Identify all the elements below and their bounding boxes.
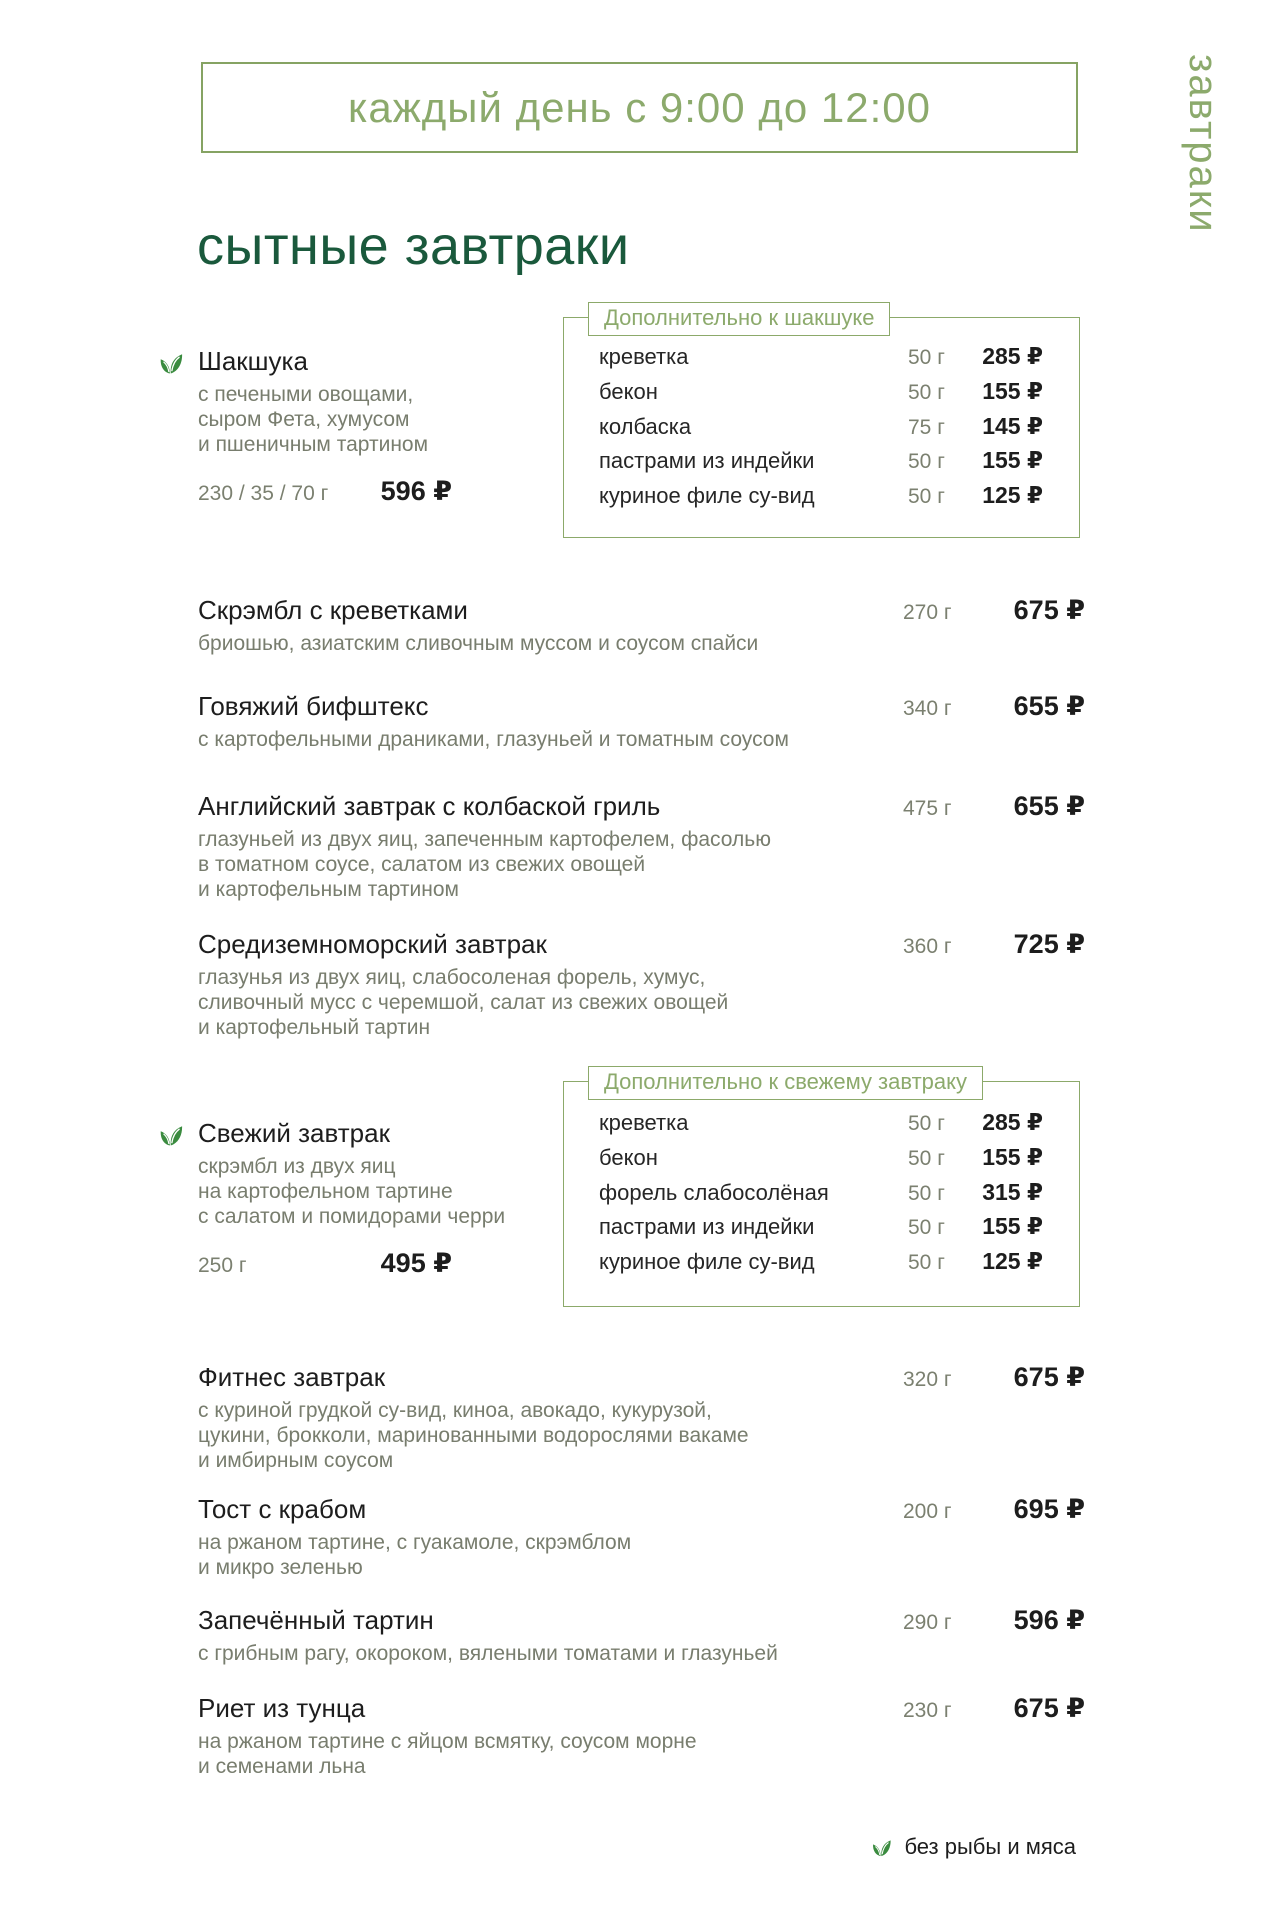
item-header [198,1604,1085,1636]
addon-item-weight: 50 г [908,1251,945,1275]
menu-item [198,690,1085,752]
item-name: Фитнес завтрак [198,1362,386,1392]
item-description-line: сыром Фета, хумусом [198,408,410,431]
addon-item-price: 285 ₽ [982,343,1043,369]
menu-item [198,790,1085,902]
addon-row [599,343,1043,378]
item-weight: 360 г [903,935,952,958]
addon-item-price: 155 ₽ [982,1143,1043,1170]
addon-box-shakshuka [563,305,1080,538]
item-weight: 250 г [198,1254,247,1277]
addon-row [599,1109,1043,1144]
leaf-icon [157,1121,185,1149]
addon-row [599,1248,1043,1283]
item-weight: 340 г [903,697,952,720]
menu-item [198,1361,1085,1473]
addon-item-name: бекон [599,378,658,404]
addon-item-weight: 50 г [908,1181,945,1205]
item-description-line: и картофельный тартин [198,1016,431,1039]
veg-legend-label: без рыбы и мяса [904,1834,1076,1859]
item-description-line: с картофельными драниками, глазуньей и томатным соусом [198,728,789,751]
item-name: Шакшука [198,346,308,376]
item-description [198,382,452,457]
addon-row [599,1213,1043,1248]
addon-box-label: Дополнительно к свежему завтраку [588,1066,983,1100]
addon-item-name: куриное филе су-вид [599,483,815,509]
addon-box-label: Дополнительно к шакшуке [588,302,890,336]
item-description-line: с грибным рагу, окороком, вялеными томатами и глазуньей [198,1642,778,1665]
item-price-row [198,1248,452,1279]
addon-item-price: 125 ₽ [982,482,1043,509]
addon-item-name: пастрами из индейки [599,1214,815,1240]
addon-item-name: креветка [599,1110,689,1135]
item-price: 655 ₽ [1013,791,1085,821]
addon-item-weight: 50 г [908,380,945,404]
item-description-line: и картофельным тартином [198,878,459,901]
item-name: Средиземноморский завтрак [198,929,547,959]
item-price-row [198,476,452,507]
item-price: 495 ₽ [380,1248,452,1278]
item-description-line: цукини, брокколи, маринованными водорослями вакаме [198,1424,749,1447]
addon-item-weight: 50 г [908,1146,945,1170]
addon-item-name: колбаска [599,413,692,439]
item-name: Риет из тунца [198,1693,366,1723]
item-description-line: и семенами льна [198,1755,366,1778]
item-weight: 320 г [903,1368,952,1391]
addon-item-price: 155 ₽ [982,377,1043,404]
leaf-icon [870,1836,893,1859]
addon-item-price: 285 ₽ [982,1109,1043,1135]
item-weight: 230 / 35 / 70 г [198,482,329,505]
item-description-line: скрэмбл из двух яиц [198,1155,396,1178]
addon-rows [564,1082,1079,1283]
item-header [198,594,1085,626]
item-description [198,631,1085,656]
item-description-line: на картофельном тартине [198,1180,453,1203]
item-description-line: глазуньей из двух яиц, запеченным картофелем, фасолью [198,828,771,851]
item-name: Скрэмбл с креветками [198,595,468,625]
item-price: 596 ₽ [380,476,452,506]
veg-legend [870,1833,1076,1861]
item-price: 675 ₽ [1013,1693,1085,1723]
addon-item-name: куриное филе су-вид [599,1249,815,1275]
addon-item-price: 155 ₽ [982,1213,1043,1240]
item-header [198,1361,1085,1393]
addon-row [599,482,1043,517]
addon-row [599,1144,1043,1179]
menu-item [198,594,1085,656]
item-header [198,690,1085,722]
addon-item-name: форель слабосолёная [599,1179,829,1205]
side-section-label: завтраки [1181,54,1225,234]
opening-hours-text: каждый день с 9:00 до 12:00 [348,83,931,131]
addon-item-weight: 50 г [908,346,945,369]
addon-item-name: бекон [599,1144,658,1170]
addon-item-weight: 50 г [908,1216,945,1240]
menu-item [198,1692,1085,1779]
menu-item [198,1493,1085,1580]
addon-item-price: 125 ₽ [982,1248,1043,1275]
item-description-line: в томатном соусе, салатом из свежих овощей [198,853,646,876]
addon-row [599,447,1043,482]
menu-item [198,1604,1085,1666]
item-price: 675 ₽ [1013,1362,1085,1392]
item-price: 675 ₽ [1013,595,1085,625]
item-name: Английский завтрак с колбаской гриль [198,791,661,821]
addon-item-name: пастрами из индейки [599,448,815,474]
item-price: 695 ₽ [1013,1494,1085,1524]
addon-item-price: 315 ₽ [982,1178,1043,1205]
item-name: Свежий завтрак [198,1118,390,1148]
item-weight: 230 г [903,1699,952,1722]
item-description-line: с куриной грудкой су-вид, киноа, авокадо, кукурузой, [198,1399,712,1422]
item-price: 725 ₽ [1013,929,1085,959]
menu-item [198,345,452,507]
item-weight: 290 г [903,1611,952,1634]
item-description-line: сливочный мусс с черемшой, салат из свежих овощей [198,991,729,1014]
item-description-line: и микро зеленью [198,1556,363,1579]
item-description [198,1398,1085,1473]
addon-item-price: 145 ₽ [982,412,1043,439]
item-description-line: и имбирным соусом [198,1449,394,1472]
item-header [198,790,1085,822]
item-description-line: и пшеничным тартином [198,433,429,456]
item-description-line: на ржаном тартине с яйцом всмятку, соусом морне [198,1730,697,1753]
item-weight: 200 г [903,1500,952,1523]
item-name: Говяжий бифштекс [198,691,429,721]
addon-item-weight: 50 г [908,1112,945,1135]
addon-row [599,378,1043,413]
item-weight: 475 г [903,797,952,820]
item-description [198,1641,1085,1666]
item-description-line: глазунья из двух яиц, слабосоленая форель, хумус, [198,966,706,989]
item-name: Тост с крабом [198,1494,367,1524]
addon-row [599,1179,1043,1214]
addon-item-name: креветка [599,344,689,369]
item-weight: 270 г [903,601,952,624]
item-name: Запечённый тартин [198,1605,434,1635]
addon-item-weight: 50 г [908,485,945,509]
item-description [198,827,1085,902]
item-header [198,928,1085,960]
item-header [198,1692,1085,1724]
addon-rows [564,318,1079,517]
menu-item [198,1117,506,1279]
item-description-line: с печеными овощами, [198,383,414,406]
item-header [198,1493,1085,1525]
opening-hours-banner [201,62,1078,153]
item-price: 655 ₽ [1013,691,1085,721]
addon-box-fresh-breakfast [563,1069,1080,1307]
item-price: 596 ₽ [1013,1605,1085,1635]
item-description-line: бриошью, азиатским сливочным муссом и соусом спайси [198,632,759,655]
menu-item [198,928,1085,1040]
item-description-line: на ржаном тартине, с гуакамоле, скрэмблом [198,1531,632,1554]
item-description [198,727,1085,752]
page-heading: сытные завтраки [197,216,630,276]
addon-item-price: 155 ₽ [982,447,1043,474]
addon-row [599,413,1043,448]
addon-item-weight: 50 г [908,450,945,474]
item-description [198,1530,1085,1580]
leaf-icon [157,349,185,377]
addon-item-weight: 75 г [908,415,945,439]
item-description [198,1729,1085,1779]
item-description-line: с салатом и помидорами черри [198,1205,506,1228]
item-description [198,965,1085,1040]
item-description [198,1154,506,1229]
